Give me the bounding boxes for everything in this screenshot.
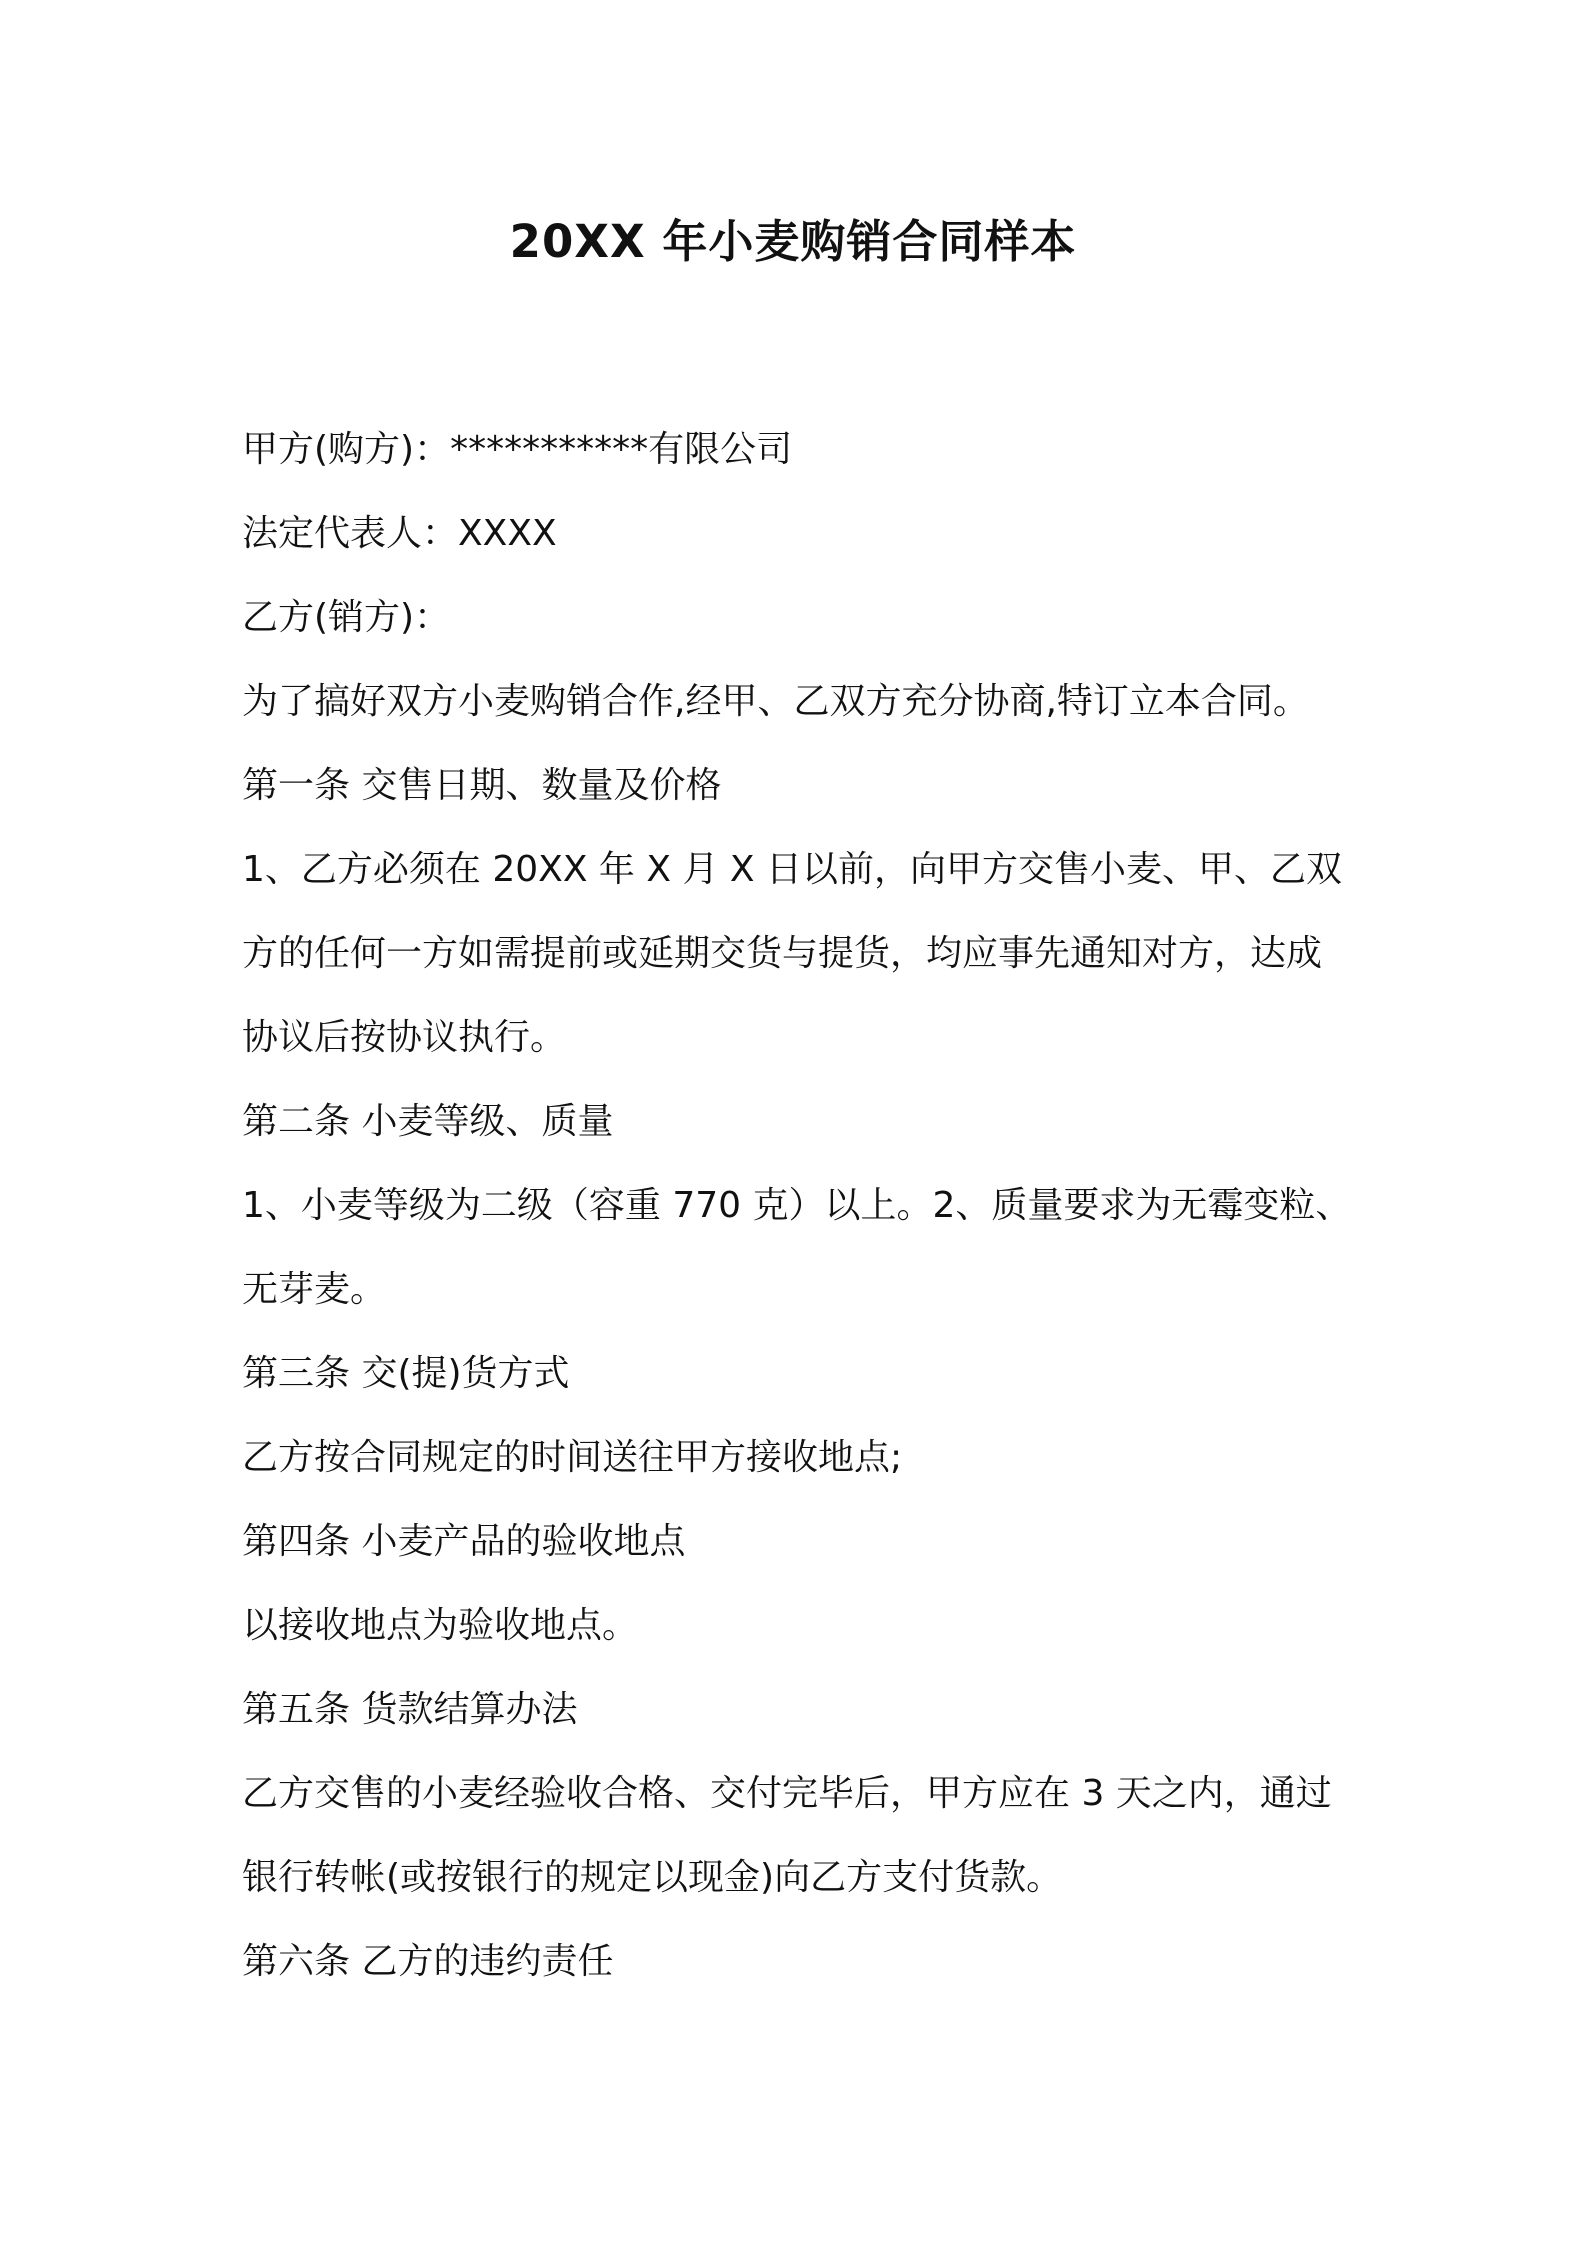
document-title: 20XX 年小麦购销合同样本 (509, 215, 1077, 268)
article-5-heading: 第五条 货款结算办法 (242, 1689, 578, 1730)
article-5-text-line: 银行转帐(或按银行的规定以现金)向乙方支付货款。 (242, 1857, 1063, 1898)
preamble-line: 为了搞好双方小麦购销合作,经甲、乙双方充分协商,特订立本合同。 (242, 681, 1309, 722)
article-1-text-line: 1、乙方必须在 20XX 年 X 月 X 日以前，向甲方交售小麦、甲、乙双 (242, 849, 1343, 890)
party-b-line: 乙方(销方)： (242, 597, 451, 638)
article-6-heading: 第六条 乙方的违约责任 (242, 1941, 614, 1982)
article-2-heading: 第二条 小麦等级、质量 (242, 1101, 614, 1142)
article-1-heading: 第一条 交售日期、数量及价格 (242, 765, 722, 806)
article-1-text-line: 协议后按协议执行。 (242, 1017, 567, 1058)
article-4-heading: 第四条 小麦产品的验收地点 (242, 1521, 686, 1562)
article-5-text-line: 乙方交售的小麦经验收合格、交付完毕后，甲方应在 3 天之内，通过 (242, 1773, 1332, 1814)
article-1-text-line: 方的任何一方如需提前或延期交货与提货，均应事先通知对方，达成 (242, 933, 1323, 974)
legal-representative-line: 法定代表人：XXXX (242, 513, 557, 554)
article-3-text-line: 乙方按合同规定的时间送往甲方接收地点; (242, 1437, 903, 1478)
article-3-heading: 第三条 交(提)货方式 (242, 1353, 570, 1394)
party-a-line: 甲方(购方)：***********有限公司 (242, 429, 793, 470)
document-body (242, 408, 1362, 2004)
article-2-text-line: 1、小麦等级为二级（容重 770 克）以上。2、质量要求为无霉变粒、 (242, 1185, 1352, 1226)
article-4-text-line: 以接收地点为验收地点。 (242, 1605, 639, 1646)
article-2-text-line: 无芽麦。 (242, 1269, 387, 1310)
